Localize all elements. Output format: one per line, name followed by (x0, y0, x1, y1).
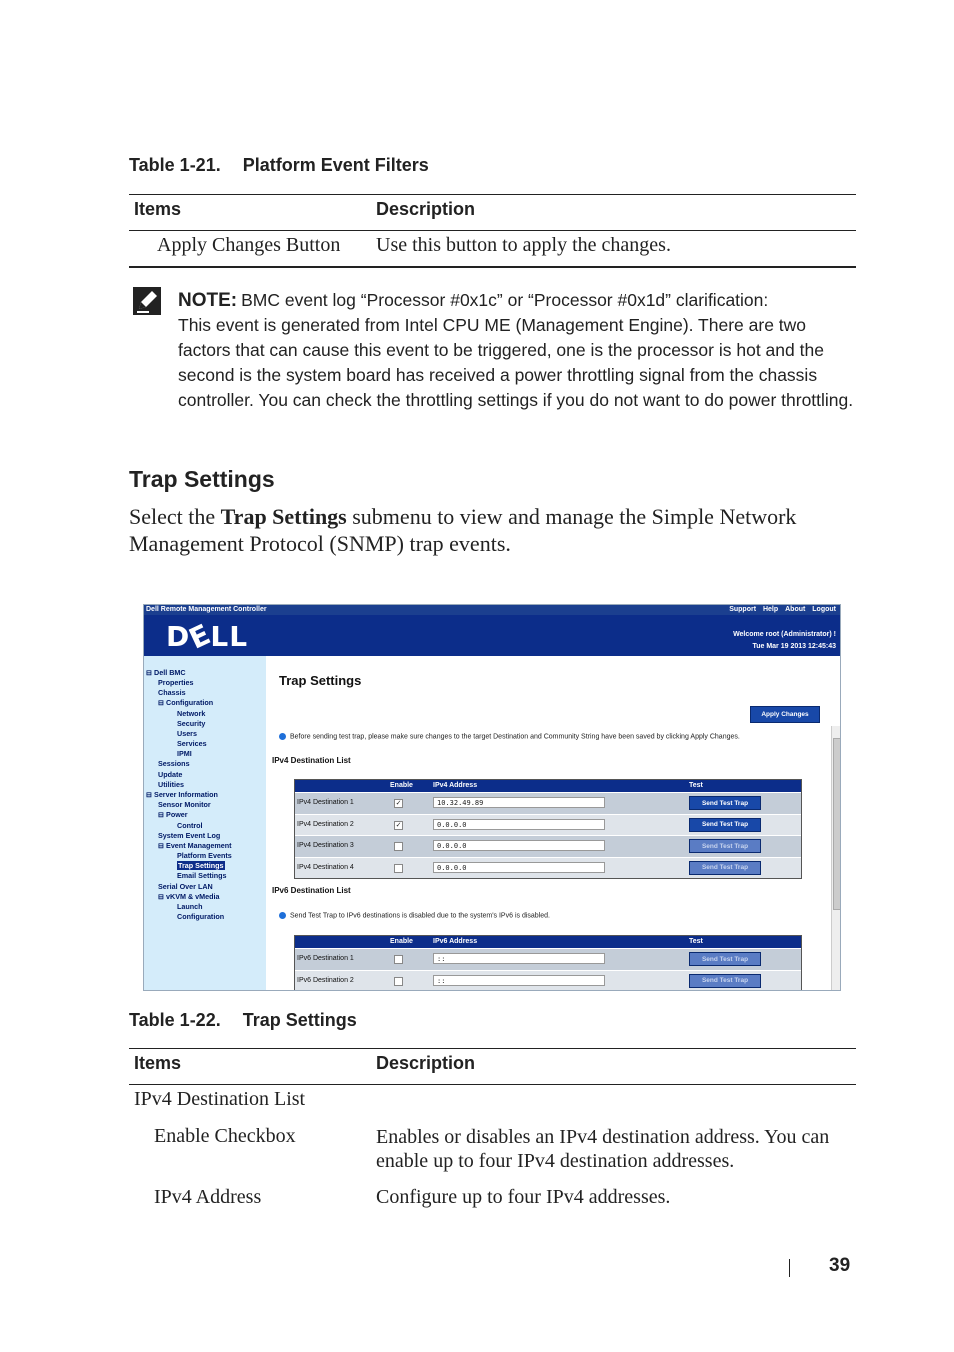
table-22-header-rule (129, 1084, 856, 1085)
ipv4-info-text: Before sending test trap, please make sure changes to the target Destination and Community String have been saved by clicking Apply Changes. (290, 733, 740, 741)
table-22-row-1-description: Enables or disables an IPv4 destination address. You can enable up to four IPv4 destination addresses. (376, 1126, 830, 1172)
table-22-row-2-description: Configure up to four IPv4 addresses. (376, 1186, 671, 1208)
ipv4-enable-checkbox[interactable] (394, 842, 403, 851)
send-test-trap-button[interactable]: Send Test Trap (689, 861, 761, 875)
ipv4-info-message (279, 733, 740, 740)
sidebar-item-system-event-log[interactable]: System Event Log (158, 831, 221, 840)
page-number: 39 (829, 1255, 851, 1276)
para-post: submenu to view and manage the Simple Network Management Protocol (SNMP) trap events. (129, 504, 797, 556)
bmc-sidebar (144, 656, 266, 991)
table-21-header-rule (129, 230, 856, 231)
table-21-header-items: Items (134, 199, 182, 219)
send-test-trap-button[interactable]: Send Test Trap (689, 839, 761, 853)
table-21-top-rule (129, 194, 856, 195)
send-test-trap-button[interactable]: Send Test Trap (689, 818, 761, 832)
sidebar-item-services[interactable]: Services (177, 739, 207, 748)
table-row (295, 792, 801, 814)
section-heading: Trap Settings (129, 466, 275, 492)
table-21-caption (129, 155, 429, 176)
ipv4-address-input[interactable]: 0.0.0.0 (433, 819, 605, 830)
ipv6-list-title: IPv6 Destination List (272, 886, 351, 895)
ipv4-destination-table (294, 779, 802, 879)
bmc-screenshot (143, 604, 841, 991)
table-22-number: Table 1-22. (129, 1010, 221, 1030)
table-21-number: Table 1-21. (129, 155, 221, 175)
welcome-block (733, 629, 836, 653)
table-22-row-2-item: IPv4 Address (154, 1186, 262, 1208)
sidebar-item-properties[interactable]: Properties (158, 678, 194, 687)
ipv4-header-address: IPv4 Address (433, 782, 478, 789)
bmc-main-panel (266, 656, 841, 991)
ipv4-enable-checkbox[interactable]: ✓ (395, 800, 402, 807)
pencil-note-icon (133, 287, 161, 315)
sidebar-item-users[interactable]: Users (177, 729, 197, 738)
sidebar-item-event-management[interactable]: ⊟ Event Management (158, 841, 232, 850)
ipv6-header-test: Test (689, 938, 703, 945)
sidebar-item-configuration[interactable]: ⊟ Configuration (158, 698, 214, 707)
ipv4-enable-checkbox[interactable] (394, 864, 403, 873)
table-21-header-description: Description (376, 199, 476, 219)
ipv4-list-title: IPv4 Destination List (272, 756, 351, 765)
ipv6-address-input[interactable]: :: (433, 975, 605, 986)
bmc-top-bar (144, 605, 840, 615)
table-22-title: Trap Settings (242, 1010, 357, 1030)
ipv4-enable-checkbox[interactable]: ✓ (395, 821, 402, 829)
table-22-group: IPv4 Destination List (134, 1088, 306, 1110)
ipv4-header-test: Test (689, 782, 703, 789)
para-bold: Trap Settings (220, 504, 347, 529)
about-link[interactable]: About (785, 606, 806, 613)
table-22-header-items: Items (134, 1053, 182, 1073)
sidebar-item-power[interactable]: ⊟ Power (158, 810, 188, 819)
sidebar-item-security[interactable]: Security (177, 719, 206, 728)
para-pre: Select the (129, 504, 221, 529)
ipv4-row-name: IPv4 Destination 4 (297, 863, 354, 871)
sidebar-item-sensor-monitor[interactable]: Sensor Monitor (158, 800, 211, 809)
page-number-divider (789, 1259, 790, 1277)
table-22-top-rule (129, 1048, 856, 1049)
table-22-row-1-item: Enable Checkbox (154, 1125, 296, 1147)
table-21-title: Platform Event Filters (242, 155, 429, 175)
sidebar-item-utilities[interactable]: Utilities (158, 780, 184, 789)
ipv6-table-header (295, 936, 801, 948)
ipv6-address-input[interactable]: :: (433, 953, 605, 964)
note-block (178, 288, 858, 413)
send-test-trap-button[interactable]: Send Test Trap (689, 952, 761, 966)
sidebar-item-sessions[interactable]: Sessions (158, 759, 190, 768)
logout-link[interactable]: Logout (812, 606, 836, 613)
ipv6-enable-checkbox[interactable] (394, 977, 403, 986)
sidebar-item-email-settings[interactable]: Email Settings (177, 871, 227, 880)
apply-changes-button[interactable]: Apply Changes (750, 706, 820, 723)
sidebar-item-network[interactable]: Network (177, 709, 206, 718)
bmc-banner (144, 615, 840, 656)
ipv6-header-address: IPv6 Address (433, 938, 478, 945)
sidebar-item-chassis[interactable]: Chassis (158, 688, 186, 697)
ipv6-row-name: IPv6 Destination 1 (297, 955, 354, 962)
info-icon (279, 912, 286, 919)
sidebar-item-vkvm-configuration[interactable]: Configuration (177, 912, 225, 921)
send-test-trap-button[interactable]: Send Test Trap (689, 796, 761, 810)
note-body: This event is generated from Intel CPU ME (Management Engine). There are two factors that can cause this event to be triggered, one is the processor is hot and the second is the system board has received a power throttling signal from the chassis controller. You can check the throttling settings if you do not want to do power throttling. (178, 315, 854, 410)
main-scrollbar[interactable] (831, 726, 841, 991)
sidebar-item-ipmi[interactable]: IPMI (177, 749, 192, 758)
info-icon (279, 733, 286, 740)
table-row (295, 835, 801, 857)
trap-settings-title: Trap Settings (279, 673, 362, 688)
table-21-row-item: Apply Changes Button (157, 234, 341, 256)
help-link[interactable]: Help (762, 606, 779, 613)
table-21-row-description: Use this button to apply the changes. (376, 234, 671, 256)
bmc-app-title: Dell Remote Management Controller (146, 606, 267, 613)
ipv4-address-input[interactable]: 10.32.49.89 (433, 797, 605, 808)
ipv6-destination-table (294, 935, 802, 991)
ipv6-enable-checkbox[interactable] (394, 955, 403, 964)
ipv6-row-name: IPv6 Destination 2 (297, 976, 354, 984)
ipv4-header-enable: Enable (390, 782, 413, 789)
table-row (295, 857, 801, 879)
ipv6-header-enable: Enable (390, 938, 413, 945)
table-row (295, 814, 801, 836)
note-first-line: BMC event log “Processor #0x1c” or “Processor #0x1d” clarification: (241, 290, 769, 310)
ipv4-row-name: IPv4 Destination 3 (297, 842, 354, 849)
sidebar-item-platform-events[interactable]: Platform Events (177, 851, 232, 860)
ipv4-address-input[interactable]: 0.0.0.0 (433, 862, 605, 873)
ipv6-info-message (279, 912, 550, 919)
sidebar-item-serial-over-lan[interactable]: Serial Over LAN (158, 882, 213, 891)
dell-logo: DELL (166, 617, 249, 656)
sidebar-item-trap-settings[interactable]: Trap Settings (178, 861, 224, 870)
table-22-caption (129, 1010, 357, 1031)
table-row (295, 970, 801, 992)
ipv4-row-name: IPv4 Destination 2 (297, 820, 354, 828)
support-link[interactable]: Support (729, 606, 757, 613)
table-row (295, 948, 801, 970)
ipv4-row-name: IPv4 Destination 1 (297, 799, 354, 806)
sidebar-item-control[interactable]: Control (177, 821, 203, 830)
send-test-trap-button[interactable]: Send Test Trap (689, 974, 761, 988)
sidebar-item-vkvm-vmedia[interactable]: ⊟ vKVM & vMedia (158, 892, 220, 901)
datetime-text: Tue Mar 19 2013 12:45:43 (752, 643, 836, 650)
table-21-bottom-rule (129, 266, 856, 268)
note-label: NOTE: (178, 290, 238, 311)
section-paragraph (129, 503, 859, 557)
welcome-text: Welcome root (Administrator) ! (733, 631, 836, 638)
sidebar-item-update[interactable]: Update (158, 770, 183, 779)
sidebar-item-dell-bmc[interactable]: ⊟ Dell BMC (146, 668, 186, 677)
table-22-header-description: Description (376, 1053, 476, 1073)
ipv4-address-input[interactable]: 0.0.0.0 (433, 840, 605, 851)
sidebar-item-server-information[interactable]: ⊟ Server Information (146, 790, 218, 799)
ipv4-table-header (295, 780, 801, 792)
scrollbar-thumb[interactable] (833, 738, 841, 910)
ipv6-info-text: Send Test Trap to IPv6 destinations is disabled due to the system's IPv6 is disabled. (290, 912, 550, 920)
sidebar-item-launch[interactable]: Launch (177, 902, 203, 911)
